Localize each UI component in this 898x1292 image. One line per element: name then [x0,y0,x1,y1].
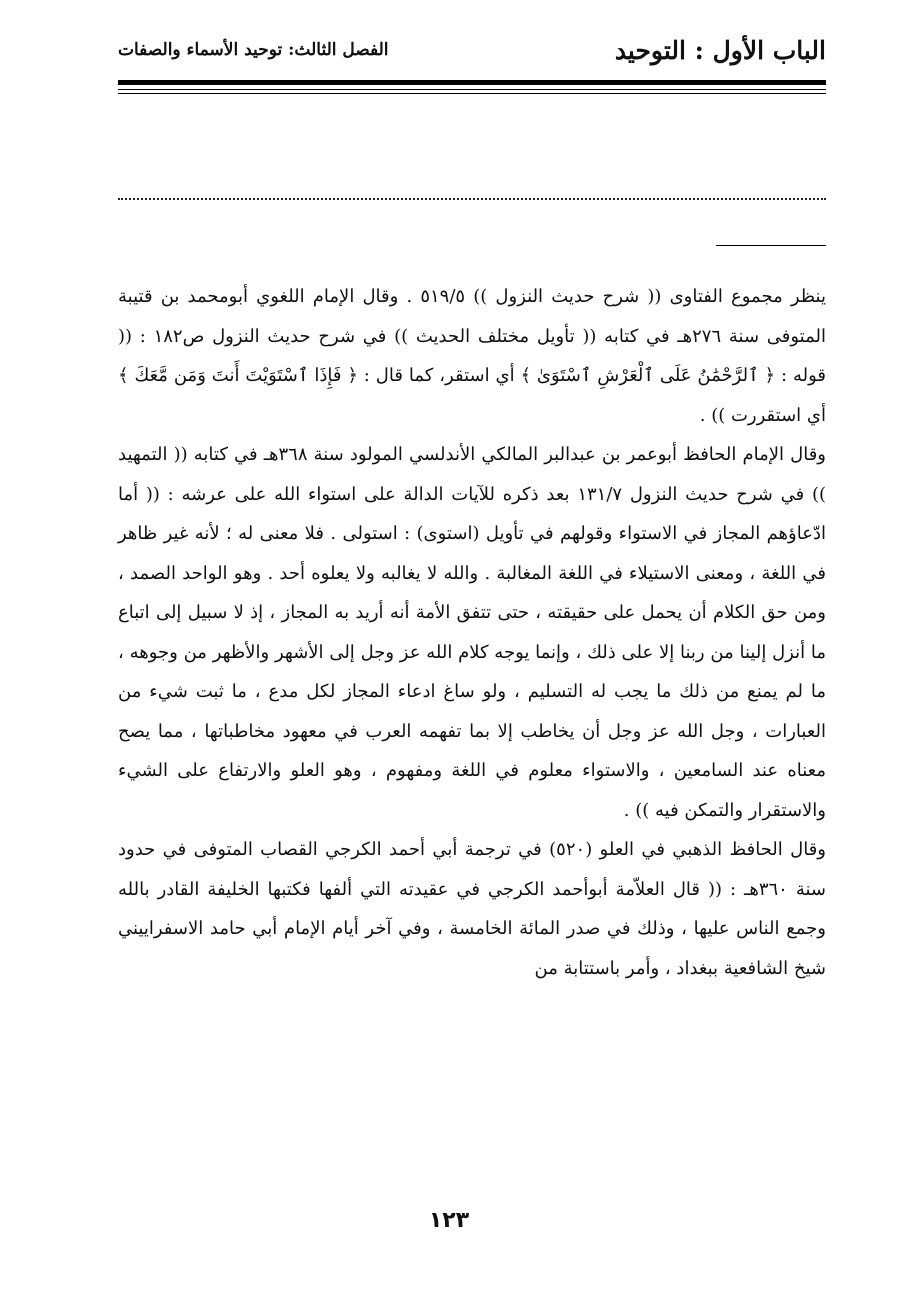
running-header [118,30,826,70]
paragraph-ibn-qutaybah: ينظر مجموع الفتاوى (( شرح حديث النزول )) ٥١٩/٥ . وقال الإمام اللغوي أبومحمد بن قتيبة المتوفى سنة ٢٧٦هـ في كتابه (( تأويل مختلف الحديث )) في شرح حديث النزول ص١٨٢ : (( قوله : ﴿ ٱلرَّحْمَٰنُ عَلَى ٱلْعَرْشِ ٱسْتَوَىٰ ﴾ أي استقر، كما قال : ﴿ فَإِذَا ٱسْتَوَيْتَ أَنتَ وَمَن مَّعَكَ ﴾ أي استقررت )) . [118,286,826,426]
chapter-title: الباب الأول : التوحيد [614,36,826,65]
paragraph-ibn-abdulbarr: وقال الإمام الحافظ أبوعمر بن عبدالبر المالكي الأندلسي المولود سنة ٣٦٨هـ في كتابه (( التمهيد )) في شرح حديث النزول ١٣١/٧ بعد ذكره للآيات الدالة على استواء الله على عرشه : (( أما ادّعاؤهم المجاز في الاستواء وقولهم في تأويل (استوى) : استولى . فلا معنى له ؛ لأنه غير ظاهر في اللغة ، ومعنى الاستيلاء في اللغة المغالبة . والله لا يغالبه ولا يعلوه أحد . وهو الواحد الصمد ، ومن حق الكلام أن يحمل على حقيقته ، حتى تتفق الأمة أنه أريد به المجاز ، إذ لا سبيل إلى اتباع ما أنزل إلينا من ربنا إلا على ذلك ، وإنما يوجه كلام الله عز وجل إلى الأشهر والأظهر من وجوهه ، ما لم يمنع من ذلك ما يجب له التسليم ، ولو ساغ ادعاء المجاز لكل مدع ، ما ثبت شيء من العبارات ، وجل الله عز وجل أن يخاطب إلا بما تفهمه العرب في معهود مخاطباتها ، مما يصح معناه عند السامعين ، والاستواء معلوم في اللغة ومفهوم ، وهو العلو والارتفاع على الشيء والاستقرار والتمكن فيه )) . [118,444,827,821]
section-title: الفصل الثالث: توحيد الأسماء والصفات [118,40,389,60]
paragraph-dhahabi: وقال الحافظ الذهبي في العلو (٥٢٠) في ترجمة أبي أحمد الكرجي القصاب المتوفى في حدود سنة ٣٦٠هـ : (( قال العلاّمة أبوأحمد الكرجي في عقيدته التي ألفها فكتبها الخليفة القادر بالله وجمع الناس عليها ، وذلك في صدر المائة الخامسة ، وفي آخر أيام الإمام أبي حامد الاسفراييني شيخ الشافعية ببغداد ، وأمر باستتابة من [118,839,827,979]
page-number: ١٢٣ [428,1208,470,1233]
header-rule-thick [118,80,826,85]
header-rule-thin-2 [118,93,826,94]
header-rule-thin [118,89,826,90]
footnote-rule [716,245,826,246]
footnote-body [118,277,826,988]
dotted-separator [118,198,826,200]
